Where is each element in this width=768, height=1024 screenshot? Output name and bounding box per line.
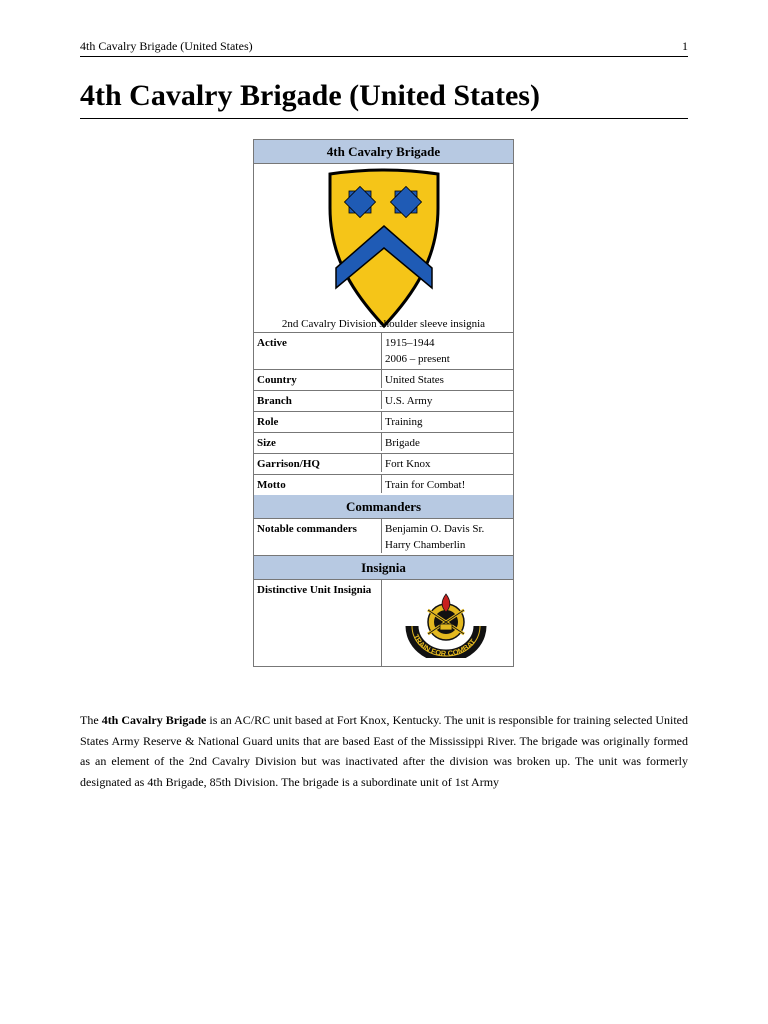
running-title: 4th Cavalry Brigade (United States) [80, 39, 253, 53]
row-value-line: U.S. Army [385, 395, 433, 407]
row-value [382, 333, 513, 369]
infobox-rows [254, 333, 513, 495]
row-value-line: Brigade [385, 437, 420, 449]
row-value [382, 454, 513, 474]
row-value [382, 475, 513, 495]
article-paragraph [80, 710, 688, 792]
row-value-line: Training [385, 416, 423, 428]
infobox-row-role [254, 412, 513, 433]
row-value-line: Train for Combat! [385, 479, 466, 491]
infobox-row-insignia [254, 580, 513, 666]
infobox-row-commanders [254, 519, 513, 556]
row-value [382, 433, 513, 453]
row-label: Motto [254, 475, 382, 493]
page-number: 1 [682, 39, 688, 53]
row-value-line: 1915–1944 [385, 337, 435, 349]
cavalry-shield-icon [326, 168, 442, 330]
row-value-line: Fort Knox [385, 458, 431, 470]
row-label: Size [254, 433, 382, 451]
row-label: Role [254, 412, 382, 430]
row-value-line: United States [385, 374, 444, 386]
infobox-row-branch [254, 391, 513, 412]
unit-insignia-icon [404, 586, 488, 658]
running-header [80, 38, 688, 57]
motto-arc-text: TRAIN FOR COMBAT [411, 632, 478, 658]
infobox-row-motto [254, 475, 513, 495]
paragraph-text: The [80, 713, 102, 727]
page-title: 4th Cavalry Brigade (United States) [80, 76, 688, 119]
commander-name: Harry Chamberlin [385, 539, 466, 551]
infobox [253, 139, 514, 667]
row-value [382, 391, 513, 411]
row-value [382, 370, 513, 390]
row-label: Garrison/HQ [254, 454, 382, 472]
row-value [382, 412, 513, 432]
row-value-line: 2006 – present [385, 353, 450, 365]
row-label: Active [254, 333, 382, 369]
infobox-row-active [254, 333, 513, 370]
image-caption: 2nd Cavalry Division shoulder sleeve insignia [281, 318, 486, 330]
infobox-image [254, 164, 513, 333]
row-value [382, 519, 513, 555]
commander-name: Benjamin O. Davis Sr. [385, 523, 485, 535]
paragraph-text: is an AC/RC unit based at Fort Knox, Kentucky. The unit is responsible for training selected United States Army Reserve & National Guard units that are based East of the Mississippi River. The brigade was originally formed as an element of the 2nd Cavalry Division but was inactivated after the division was broken up. The unit was formerly designated as 4th Brigade, 85th Division. The brigade is a subordinate unit of 1st Army [80, 713, 688, 789]
row-value [382, 580, 513, 666]
commanders-heading: Commanders [254, 495, 513, 519]
insignia-heading: Insignia [254, 556, 513, 580]
row-label: Branch [254, 391, 382, 409]
row-label: Notable commanders [254, 519, 382, 553]
infobox-title: 4th Cavalry Brigade [254, 140, 513, 164]
infobox-row-garrison-hq [254, 454, 513, 475]
row-label: Country [254, 370, 382, 388]
infobox-row-size [254, 433, 513, 454]
row-label: Distinctive Unit Insignia [254, 580, 382, 666]
infobox-row-country [254, 370, 513, 391]
paragraph-bold-subject: 4th Cavalry Brigade [101, 713, 207, 727]
